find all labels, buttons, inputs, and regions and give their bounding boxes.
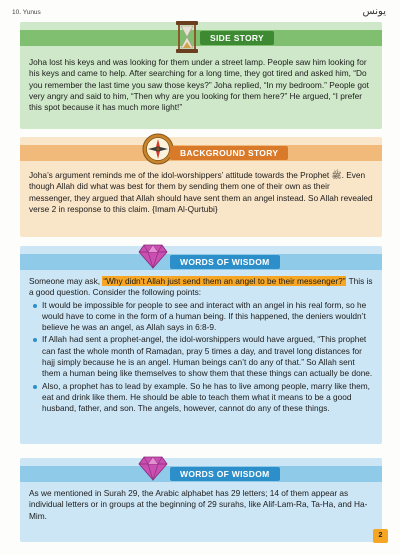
hourglass-icon — [175, 20, 199, 54]
side-story-title: SIDE STORY — [200, 31, 274, 45]
wisdom-1-body — [20, 276, 382, 416]
wisdom-2-text: As we mentioned in Surah 29, the Arabic alphabet has 29 letters; 14 of them appear as individual letters or in groups at the beginning of 29 surahs, like Alif-Lam-Ra, Ta-Ha, and Ha-Mim. — [29, 488, 368, 521]
wisdom-1-title: WORDS OF WISDOM — [170, 255, 280, 269]
running-head-chapter: 10. Yunus — [12, 9, 41, 16]
gem-icon — [138, 243, 168, 269]
wisdom-1-bullet-list — [29, 300, 373, 415]
background-story-title: BACKGROUND STORY — [170, 146, 288, 160]
background-story-text: Joha’s argument reminds me of the idol-worshippers’ attitude towards the Prophet ﷺ. Even though Allah did what was best for them by sending them one of their own as their messenger, they argued that Allah should have sent them an angel instead. So Allah revealed verse 2 in response to this claim. {Imam Al-Qurtubi} — [29, 170, 373, 214]
wisdom-1-bullet: Also, a prophet has to lead by example. So he has to live among people, marry like them, eat and drink like them. He should be able to teach them what it means to be a good husband, father, and son. The angels, however, cannot do any of these things. — [29, 381, 373, 415]
background-story-box — [20, 137, 382, 237]
wisdom-1-intro-before: Someone may ask, — [29, 276, 103, 286]
wisdom-2-title: WORDS OF WISDOM — [170, 467, 280, 481]
running-head-arabic: يونس — [362, 6, 386, 17]
wisdom-1-intro-after: This is a good question. Consider the following points: — [29, 276, 373, 298]
side-story-box — [20, 22, 382, 129]
words-of-wisdom-box-2 — [20, 458, 382, 542]
page-number: 2 — [373, 529, 388, 543]
gem-icon — [138, 455, 168, 481]
side-story-text: Joha lost his keys and was looking for them under a street lamp. People saw him looking for his keys and came to help. After searching for a long time, they got tired and asked him, “Do you remember the last time you saw those keys?” Joha replied, “In my bedroom.” People got very angry and said to him, “Then why are you looking for them here?” He argued, “I prefer this spot because it has much more light!” — [29, 57, 369, 113]
wisdom-1-intro — [29, 276, 373, 299]
wisdom-1-bullet: It would be impossible for people to see and interact with an angel in his real form, so he would have to come in the form of a human being. If this happened, the deniers wouldn’t believe he was an angel, as Allah says in 6:8-9. — [29, 300, 373, 334]
wisdom-1-bullet: If Allah had sent a prophet-angel, the idol-worshippers would have argued, “This prophet can fast the whole month of Ramaḍan, pray 5 times a day, and travel long distances for hajj simply because he is an angel. Human beings can’t do any of that.” So Allah sent them a human being like themselves to show them that these things can actually be done. — [29, 334, 373, 379]
words-of-wisdom-box-1 — [20, 246, 382, 444]
wisdom-1-highlighted-question: “Why didn’t Allah just send them an angel to be their messenger?” — [103, 276, 346, 286]
